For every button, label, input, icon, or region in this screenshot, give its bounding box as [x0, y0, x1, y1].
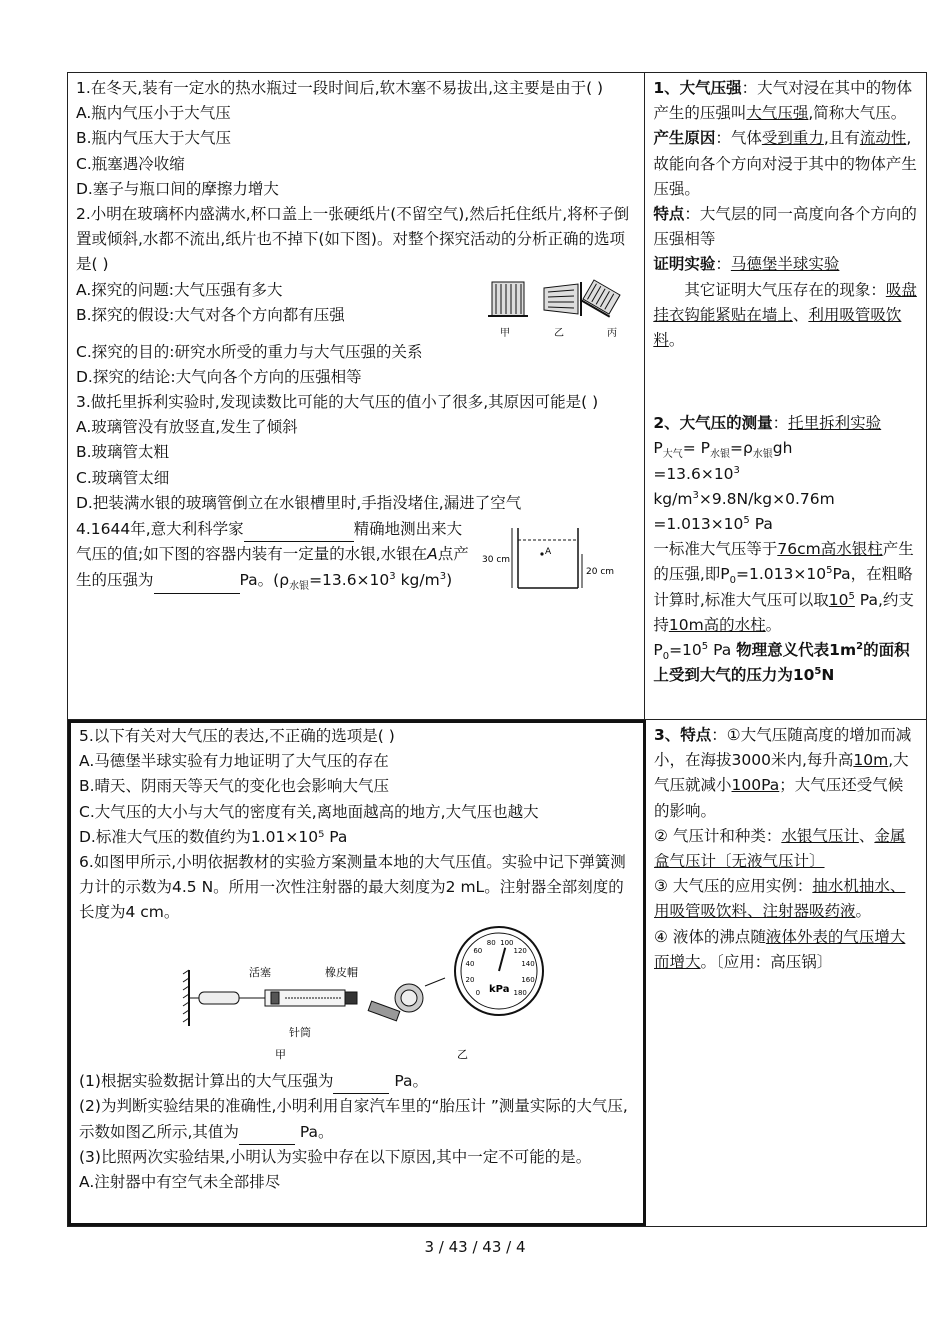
gauge-tick-label: 40	[465, 959, 475, 968]
q3-option-a: A.玻璃管没有放竖直,发生了倾斜	[76, 418, 298, 437]
q5-option-d: D.标准大气压的数值约为1.01×10⁵ Pa	[79, 827, 348, 846]
note-cause: 产生原因：气体受到重力,且有流动性,故能向各个方向对浸于其中的物体产生压强。	[653, 129, 917, 198]
label-piston: 活塞	[249, 965, 271, 979]
q3-stem: 3.做托里拆利实验时,发现读数比可能的大气压的值小了很多,其原因可能是( )	[76, 393, 599, 412]
note-atmospheric-pressure: 1、大气压强：大气对浸在其中的物体产生的压强叫大气压强,简称大气压。	[653, 79, 913, 123]
point-a	[541, 552, 544, 555]
table-row	[67, 72, 927, 719]
q5-option-a: A.马德堡半球实验有力地证明了大气压的存在	[79, 752, 389, 771]
cup-sideways	[544, 282, 581, 316]
q2-option-d: D.探究的结论:大气向各个方向的压强相等	[76, 367, 362, 386]
fig-label-yi: 乙	[554, 327, 565, 339]
q4-blank-pressure	[154, 567, 240, 593]
gauge-tick-label: 20	[465, 975, 475, 984]
q6-sub2: (2)为判断实验结果的准确性,小明利用自家汽车里的“胎压计 ”测量实际的大气压,示数如图乙所示,其值为 Pa。	[79, 1094, 635, 1145]
note-applications: ③ 大气压的应用实例：抽水机抽水、用吸管吸饮料、注射器吸药液。	[654, 877, 906, 921]
q5-option-c: C.大气压的大小与大气的密度有关,离地面越高的地方,大气压也越大	[79, 802, 539, 821]
q2-options-with-figure	[76, 278, 636, 340]
questions-cell-2	[68, 720, 646, 1226]
worksheet-table	[67, 72, 927, 1227]
q1-option-a: A.瓶内气压小于大气压	[76, 104, 231, 123]
q4-text: 4.1644年,意大利科学家 精确地测出来大气压的值;如下图的容器内装有一定量的水银,水银在A点产生的压强为 Pa。($\rho_{水银}=13.6\times 10^3$ $kg/m^3$)	[76, 516, 476, 594]
q2-options	[76, 278, 345, 328]
fig-label-jia: 甲	[500, 327, 511, 339]
gauge-tick-label: 0	[475, 988, 481, 997]
q3-option-d: D.把装满水银的玻璃管倒立在水银槽里时,手指没堵住,漏进了空气	[76, 493, 522, 512]
q1-option-b: B.瓶内气压大于大气压	[76, 129, 232, 148]
q3-option-b: B.玻璃管太粗	[76, 443, 170, 462]
note-proof-experiment: 证明实验：马德堡半球实验	[653, 255, 840, 274]
q5-option-b: B.晴天、阴雨天等天气的变化也会影响大气压	[79, 777, 390, 796]
note-physical-meaning: $P_0=10^5$ Pa 物理意义代表$1m^2$的面积上受到大气的压力为$10^5N$	[653, 640, 910, 685]
note-formula-2: $=13.6\times 10^3$	[653, 464, 740, 483]
gauge-tick-label: 180	[513, 988, 527, 997]
q6-blank-1	[333, 1068, 389, 1094]
q1-option-c: C.瓶塞遇冷收缩	[76, 154, 185, 173]
q2-option-b: B.探究的假设:大气对各个方向都有压强	[76, 305, 345, 324]
note-standard-pressure: 一标准大气压等于76cm高水银柱产生的压强,即$P_0=1.013\times 10^5Pa$，在粗略计算时,标准大气压可以取$10^5$ Pa,约支持10m高的水柱。	[653, 540, 914, 634]
tire-gauge-device	[368, 978, 445, 1021]
gauge-tick-label: 140	[521, 959, 535, 968]
page-footer: 3 / 43 / 43 / 4	[424, 1238, 526, 1256]
q6-stem: 6.如图甲所示,小明依据教材的实验方案测量本地的大气压值。实验中记下弹簧测力计的示数为4.5 N。所用一次性注射器的最大刻度为2 mL。注射器全部刻度的长度为4 cm。	[79, 853, 626, 922]
gauge-unit-kpa: kPa	[489, 983, 510, 995]
q2-cups-figure	[482, 278, 632, 340]
gauge-tick-label: 80	[486, 938, 496, 947]
q4-block	[76, 516, 636, 594]
label-rubber-cap: 橡皮帽	[325, 965, 358, 979]
q4-label-a: A	[545, 547, 552, 558]
q6-blank-2	[239, 1119, 295, 1145]
gauge-tick-label: 120	[513, 946, 527, 955]
q2-stem: 2.小明在玻璃杯内盛满水,杯口盖上一张硬纸片(不留空气),然后托住纸片,将杯子倒置或倾斜,水都不流出,纸片也不掉下(如下图)。对整个探究活动的分析正确的选项是( )	[76, 205, 630, 274]
table-row	[67, 719, 927, 1227]
q4-label-30cm: 30 cm	[482, 555, 511, 566]
fig-label-bing: 丙	[607, 327, 618, 339]
questions-cell-1	[68, 73, 645, 719]
q4-label-20cm: 20 cm	[586, 567, 615, 578]
note-formula-3: $kg/m^3\times 9.8N/kg\times 0.76m$	[653, 489, 835, 508]
q6-figure	[79, 926, 639, 1068]
cup-tilted	[581, 279, 622, 317]
q1-stem: 1.在冬天,装有一定水的热水瓶过一段时间后,软木塞不易拔出,这主要是由于( )	[76, 79, 604, 97]
label-barrel: 针筒	[289, 1025, 311, 1039]
q1-option-d: D.塞子与瓶口间的摩擦力增大	[76, 179, 279, 198]
note-formula-1: $P_{大气}= P_{水银}=\rho_{水银}gh$	[653, 439, 793, 461]
note-feature: 特点：大气层的同一高度向各个方向的压强相等	[653, 205, 917, 249]
note-measurement: 2、大气压的测量：托里拆利实验	[653, 414, 882, 433]
cup-upright	[488, 282, 528, 316]
q5-stem: 5.以下有关对大气压的表达,不正确的选项是( )	[79, 727, 395, 745]
notes-cell-2	[646, 720, 927, 1226]
note-other-phenomena: 其它证明大气压存在的现象：吸盘挂衣钩能紧贴在墙上、利用吸管吸饮料。	[653, 280, 917, 350]
q2-option-a: A.探究的问题:大气压强有多大	[76, 280, 283, 299]
q4-mercury-container-figure	[482, 524, 632, 594]
label-fig-yi: 乙	[457, 1047, 468, 1061]
note-characteristics: 3、特点：①大气压随高度的增加而减小，在海拔3000米内,每升高10m,大气压就减小100Pa；大气压还受气候的影响。	[654, 726, 912, 820]
q3-option-c: C.玻璃管太细	[76, 468, 170, 487]
note-barometer-types: ② 气压计和种类：水银气压计、金属盒气压计〔无液气压计〕	[654, 826, 906, 871]
label-fig-jia: 甲	[275, 1047, 286, 1061]
q4-blank-scientist	[244, 516, 354, 542]
q6-sub1: (1)根据实验数据计算出的大气压强为 Pa。	[79, 1068, 635, 1094]
q6-sub3-option-a: A.注射器中有空气未全部排尽	[79, 1173, 281, 1192]
gauge-tick-label: 160	[521, 975, 535, 984]
note-formula-4: $=1.013\times 10^5$ Pa	[653, 514, 773, 534]
gauge-tick-label: 60	[473, 946, 483, 955]
q6-sub3: (3)比照两次实验结果,小明认为实验中存在以下原因,其中一定不可能的是。	[79, 1148, 592, 1167]
note-boiling-point: ④ 液体的沸点随液体外表的气压增大而增大。〔应用：高压锅〕	[654, 927, 906, 971]
gauge-tick-label: 100	[500, 938, 514, 947]
notes-cell-1	[645, 73, 927, 719]
q2-option-c: C.探究的目的:研究水所受的重力与大气压强的关系	[76, 342, 423, 361]
